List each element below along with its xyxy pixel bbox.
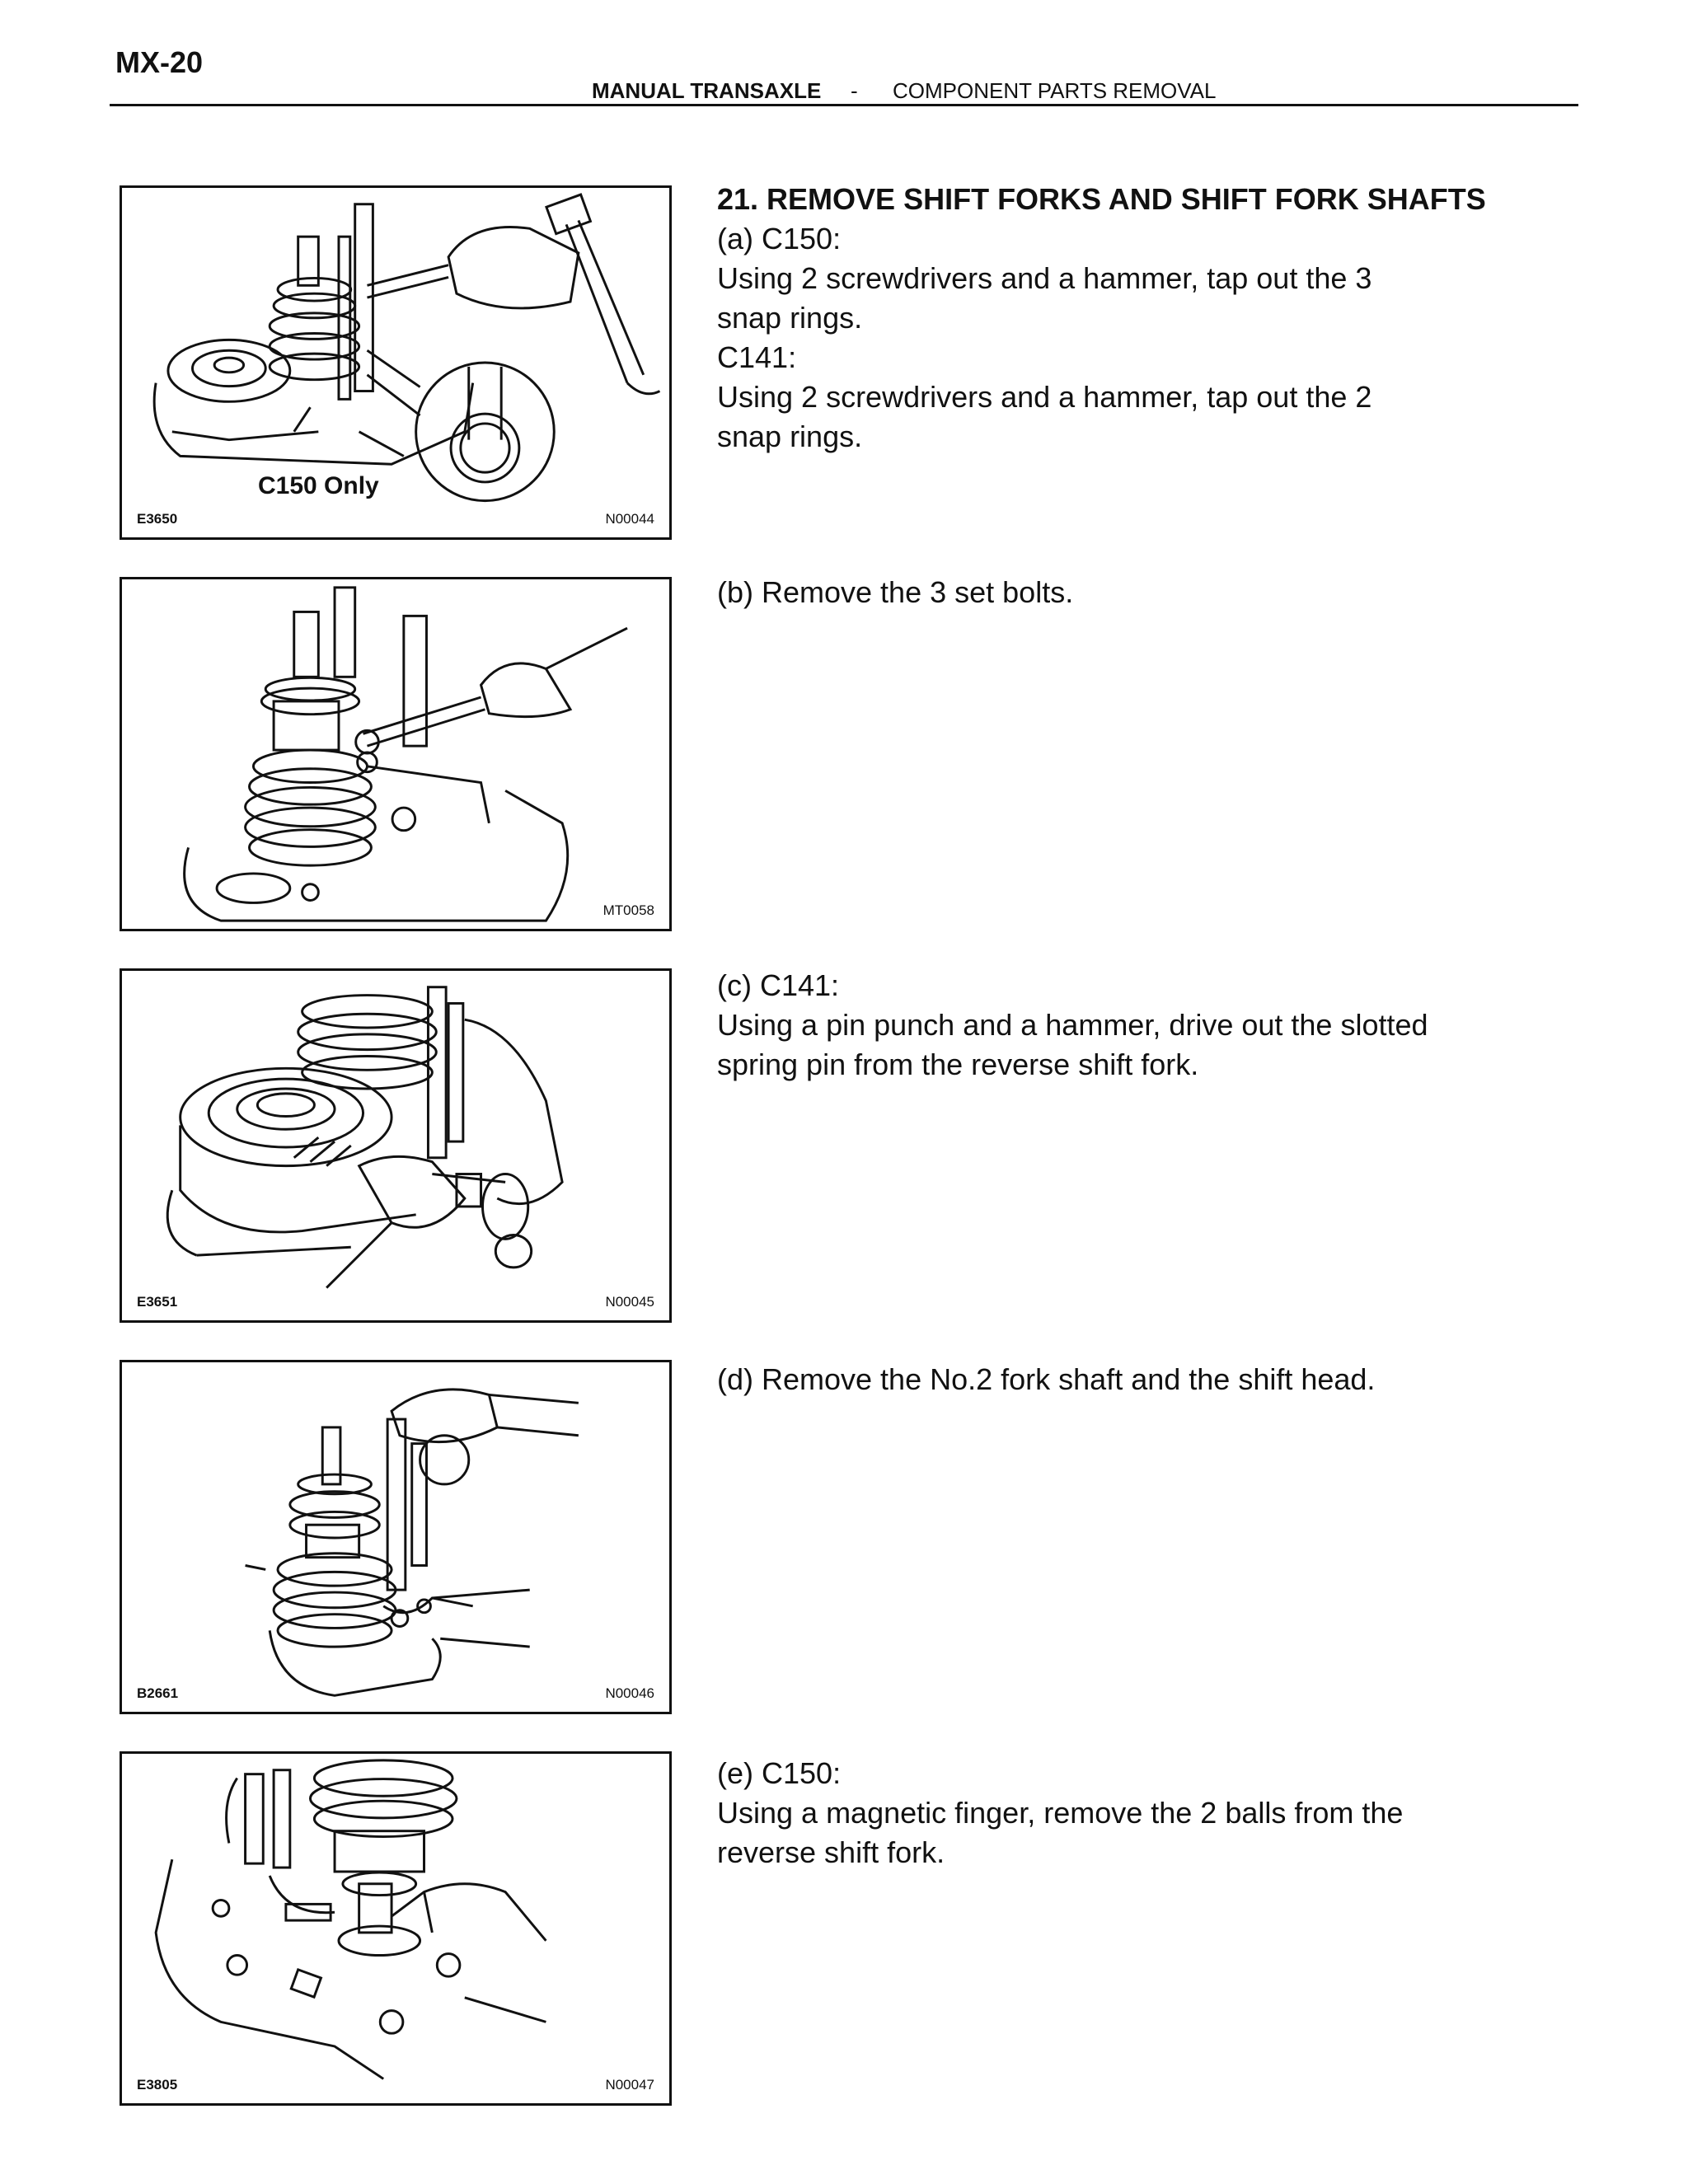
figure-code: B2661 <box>137 1685 179 1701</box>
step-c <box>717 966 1541 1085</box>
header-rule <box>110 104 1578 106</box>
figure-1 <box>120 185 672 540</box>
step-line: C141: <box>717 340 797 374</box>
wrench-set-bolt-illustration <box>122 579 669 929</box>
figure-number: N00047 <box>605 2077 654 2093</box>
step-line: Using a magnetic finger, remove the 2 balls from the <box>717 1796 1404 1830</box>
step-line: Using 2 screwdrivers and a hammer, tap out the 2 <box>717 380 1372 414</box>
step-b <box>717 573 1541 612</box>
step-line: Using 2 screwdrivers and a hammer, tap out the 3 <box>717 261 1372 295</box>
pin-punch-illustration <box>122 971 669 1320</box>
step-line: reverse shift fork. <box>717 1835 945 1869</box>
figure-number: N00046 <box>605 1685 654 1701</box>
step-line: spring pin from the reverse shift fork. <box>717 1047 1199 1081</box>
figure-number: N00045 <box>605 1294 654 1310</box>
step-line: snap rings. <box>717 419 863 453</box>
figure-5 <box>120 1751 672 2106</box>
magnetic-finger-illustration <box>122 1754 669 2103</box>
page-code: MX-20 <box>115 45 204 79</box>
step-line: (b) Remove the 3 set bolts. <box>717 575 1074 609</box>
figure-number: MT0058 <box>603 902 654 918</box>
figure-code: E3651 <box>137 1294 178 1310</box>
figure-callout: C150 Only <box>258 472 379 499</box>
screwdriver-hammer-illustration <box>122 188 669 537</box>
step-heading: 21. REMOVE SHIFT FORKS AND SHIFT FORK SHAFTS <box>717 182 1486 216</box>
step-line: (a) C150: <box>717 222 842 255</box>
step-e <box>717 1754 1541 1872</box>
figure-3 <box>120 968 672 1323</box>
figure-code: E3805 <box>137 2077 178 2093</box>
step-21a <box>717 180 1541 457</box>
step-line: (e) C150: <box>717 1756 842 1790</box>
step-line: (d) Remove the No.2 fork shaft and the shift head. <box>717 1362 1376 1396</box>
figure-number: N00044 <box>605 511 654 527</box>
figure-code: E3650 <box>137 511 178 527</box>
figure-4 <box>120 1360 672 1714</box>
step-line: snap rings. <box>717 301 863 335</box>
step-line: (c) C141: <box>717 968 840 1002</box>
step-line: Using a pin punch and a hammer, drive out the slotted <box>717 1008 1428 1042</box>
header-separator: - <box>851 78 858 103</box>
section-title: MANUAL TRANSAXLE <box>592 78 822 103</box>
figure-2 <box>120 577 672 931</box>
fork-shaft-illustration <box>122 1362 669 1712</box>
subsection-title: COMPONENT PARTS REMOVAL <box>893 78 1217 103</box>
step-d <box>717 1360 1541 1399</box>
